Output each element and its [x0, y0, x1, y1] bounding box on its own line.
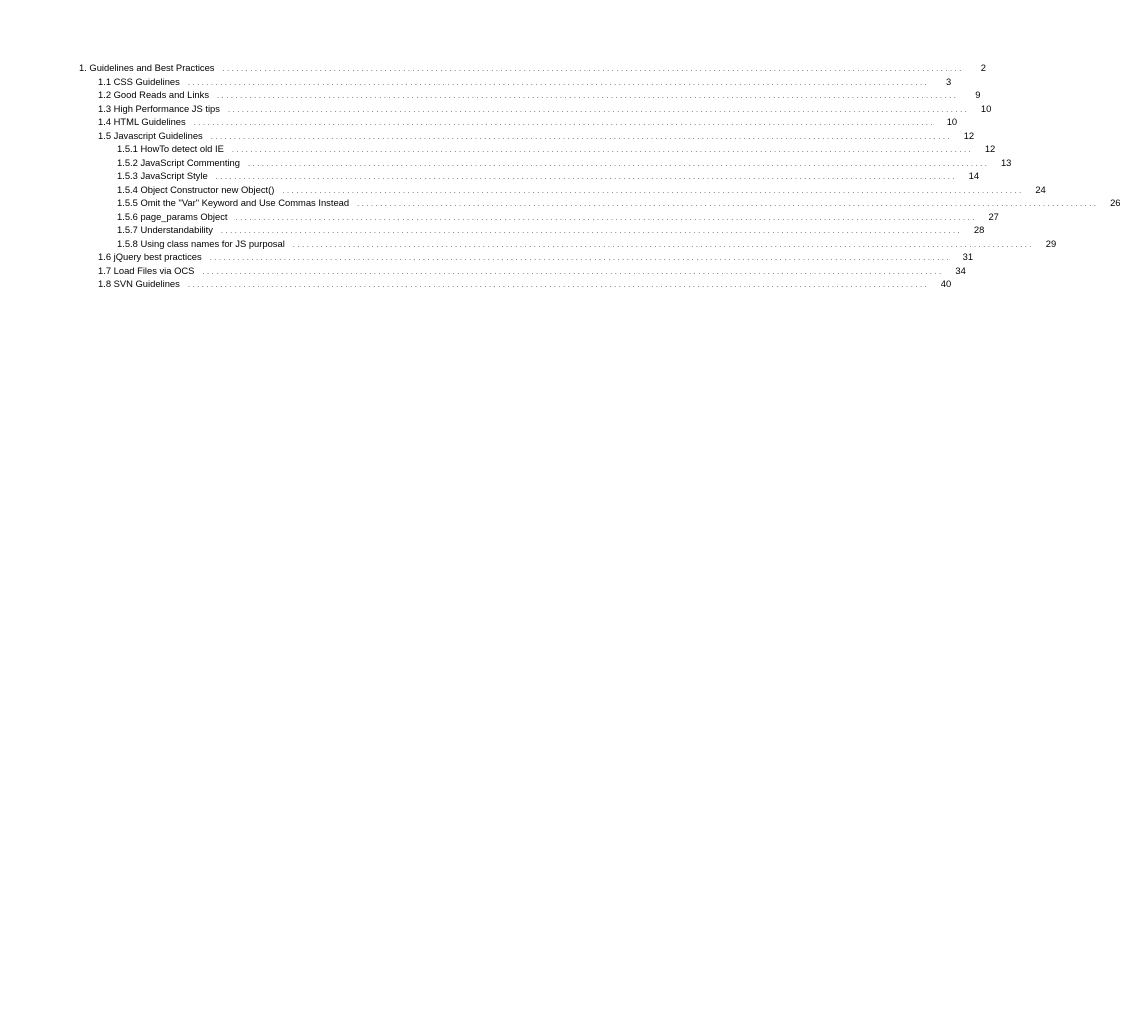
toc-entry-title: 1.4 HTML Guidelines	[98, 116, 186, 127]
toc-entry-link[interactable]	[98, 264, 966, 278]
toc-entry-title: 1.5.4 Object Constructor new Object()	[117, 183, 275, 195]
toc-entry-link[interactable]	[98, 88, 981, 102]
toc-entry	[0, 156, 1012, 170]
toc-page-number: 29	[1045, 237, 1057, 249]
dot-leader: ................................................................................................................................................................	[247, 158, 990, 168]
dot-leader: ................................................................................................................................................................	[292, 239, 1035, 249]
toc-entry-title: 1. Guidelines and Best Practices	[79, 62, 215, 73]
toc-page-number: 3	[946, 75, 952, 87]
toc-entry-title: 1.5.8 Using class names for JS purposal	[117, 237, 285, 249]
toc-page-number: 28	[973, 224, 985, 235]
toc-page-number: 34	[955, 264, 966, 276]
toc-entry-link[interactable]	[98, 102, 992, 116]
toc-entry-link[interactable]	[98, 115, 958, 129]
toc-entry-title: 1.8 SVN Guidelines	[98, 278, 180, 289]
toc-entry-link[interactable]	[117, 196, 1121, 210]
toc-entry-title: 1.5.6 page_params Object	[117, 210, 228, 222]
dot-leader: ................................................................................................................................................................	[202, 266, 944, 276]
toc-page-number: 10	[946, 116, 958, 127]
toc-entry-title: 1.2 Good Reads and Links	[98, 89, 210, 100]
toc-entry-link[interactable]	[117, 237, 1057, 251]
dot-leader: ................................................................................................................................................................	[193, 118, 936, 127]
table-of-contents	[0, 61, 1121, 291]
dot-leader: ................................................................................................................................................................	[222, 64, 964, 73]
dot-leader: ................................................................................................................................................................	[215, 172, 958, 181]
toc-page-number: 14	[968, 170, 980, 181]
toc-entry	[0, 88, 981, 102]
dot-leader: ................................................................................................................................................................	[187, 77, 930, 87]
toc-entry-title: 1.5.3 JavaScript Style	[117, 170, 208, 181]
toc-entry-link[interactable]	[79, 61, 986, 75]
toc-page-number: 9	[975, 89, 981, 100]
dot-leader: ................................................................................................................................................................	[282, 185, 1024, 195]
dot-leader: ................................................................................................................................................................	[235, 212, 977, 222]
toc-page-number: 26	[1110, 197, 1121, 208]
toc-entry	[0, 102, 992, 116]
toc-entry-title: 1.7 Load Files via OCS	[98, 264, 195, 276]
toc-entry-title: 1.5 Javascript Guidelines	[98, 129, 203, 141]
toc-entry-link[interactable]	[98, 250, 974, 264]
toc-entry	[0, 115, 958, 129]
toc-page-number: 10	[980, 102, 992, 114]
toc-entry	[0, 250, 974, 264]
toc-page-number: 12	[984, 143, 996, 154]
toc-entry-title: 1.3 High Performance JS tips	[98, 102, 220, 114]
dot-leader: ................................................................................................................................................................	[357, 199, 1099, 208]
dot-leader: ................................................................................................................................................................	[220, 226, 963, 235]
toc-entry	[0, 196, 1121, 210]
toc-entry	[0, 183, 1046, 197]
toc-page-number: 31	[962, 251, 974, 262]
toc-entry-title: 1.5.1 HowTo detect old IE	[117, 143, 224, 154]
toc-entry-title: 1.5.5 Omit the "Var" Keyword and Use Commas Instead	[117, 197, 350, 208]
toc-entry-link[interactable]	[117, 210, 999, 224]
toc-entry-title: 1.1 CSS Guidelines	[98, 75, 180, 87]
toc-entry-title: 1.5.2 JavaScript Commenting	[117, 156, 240, 168]
toc-page-number: 13	[1000, 156, 1012, 168]
toc-entry-link[interactable]	[98, 129, 975, 143]
toc-entry	[0, 142, 996, 156]
toc-entry	[0, 75, 952, 89]
dot-leader: ................................................................................................................................................................	[231, 145, 974, 154]
toc-entry-link[interactable]	[98, 277, 952, 291]
dot-leader: ................................................................................................................................................................	[209, 253, 952, 262]
dot-leader: ................................................................................................................................................................	[187, 280, 930, 289]
toc-page-number: 40	[940, 278, 952, 289]
toc-page-number: 2	[980, 62, 986, 73]
dot-leader: ................................................................................................................................................................	[210, 131, 953, 141]
toc-entry-link[interactable]	[117, 223, 985, 237]
toc-page-number: 12	[963, 129, 975, 141]
dot-leader: ................................................................................................................................................................	[227, 104, 970, 114]
dot-leader: ................................................................................................................................................................	[217, 91, 959, 100]
toc-entry	[0, 129, 975, 143]
toc-entry-link[interactable]	[117, 142, 996, 156]
toc-entry	[0, 223, 985, 237]
toc-entry-link[interactable]	[117, 169, 980, 183]
toc-entry	[0, 169, 980, 183]
toc-entry-title: 1.6 jQuery best practices	[98, 251, 202, 262]
toc-entry	[0, 237, 1057, 251]
toc-entry	[0, 277, 952, 291]
toc-entry-link[interactable]	[117, 183, 1046, 197]
toc-page-number: 24	[1035, 183, 1046, 195]
toc-entry	[0, 264, 966, 278]
toc-entry-link[interactable]	[117, 156, 1012, 170]
toc-entry	[0, 210, 999, 224]
toc-page-number: 27	[988, 210, 999, 222]
toc-entry-link[interactable]	[98, 75, 952, 89]
toc-entry	[0, 61, 986, 75]
toc-entry-title: 1.5.7 Understandability	[117, 224, 213, 235]
